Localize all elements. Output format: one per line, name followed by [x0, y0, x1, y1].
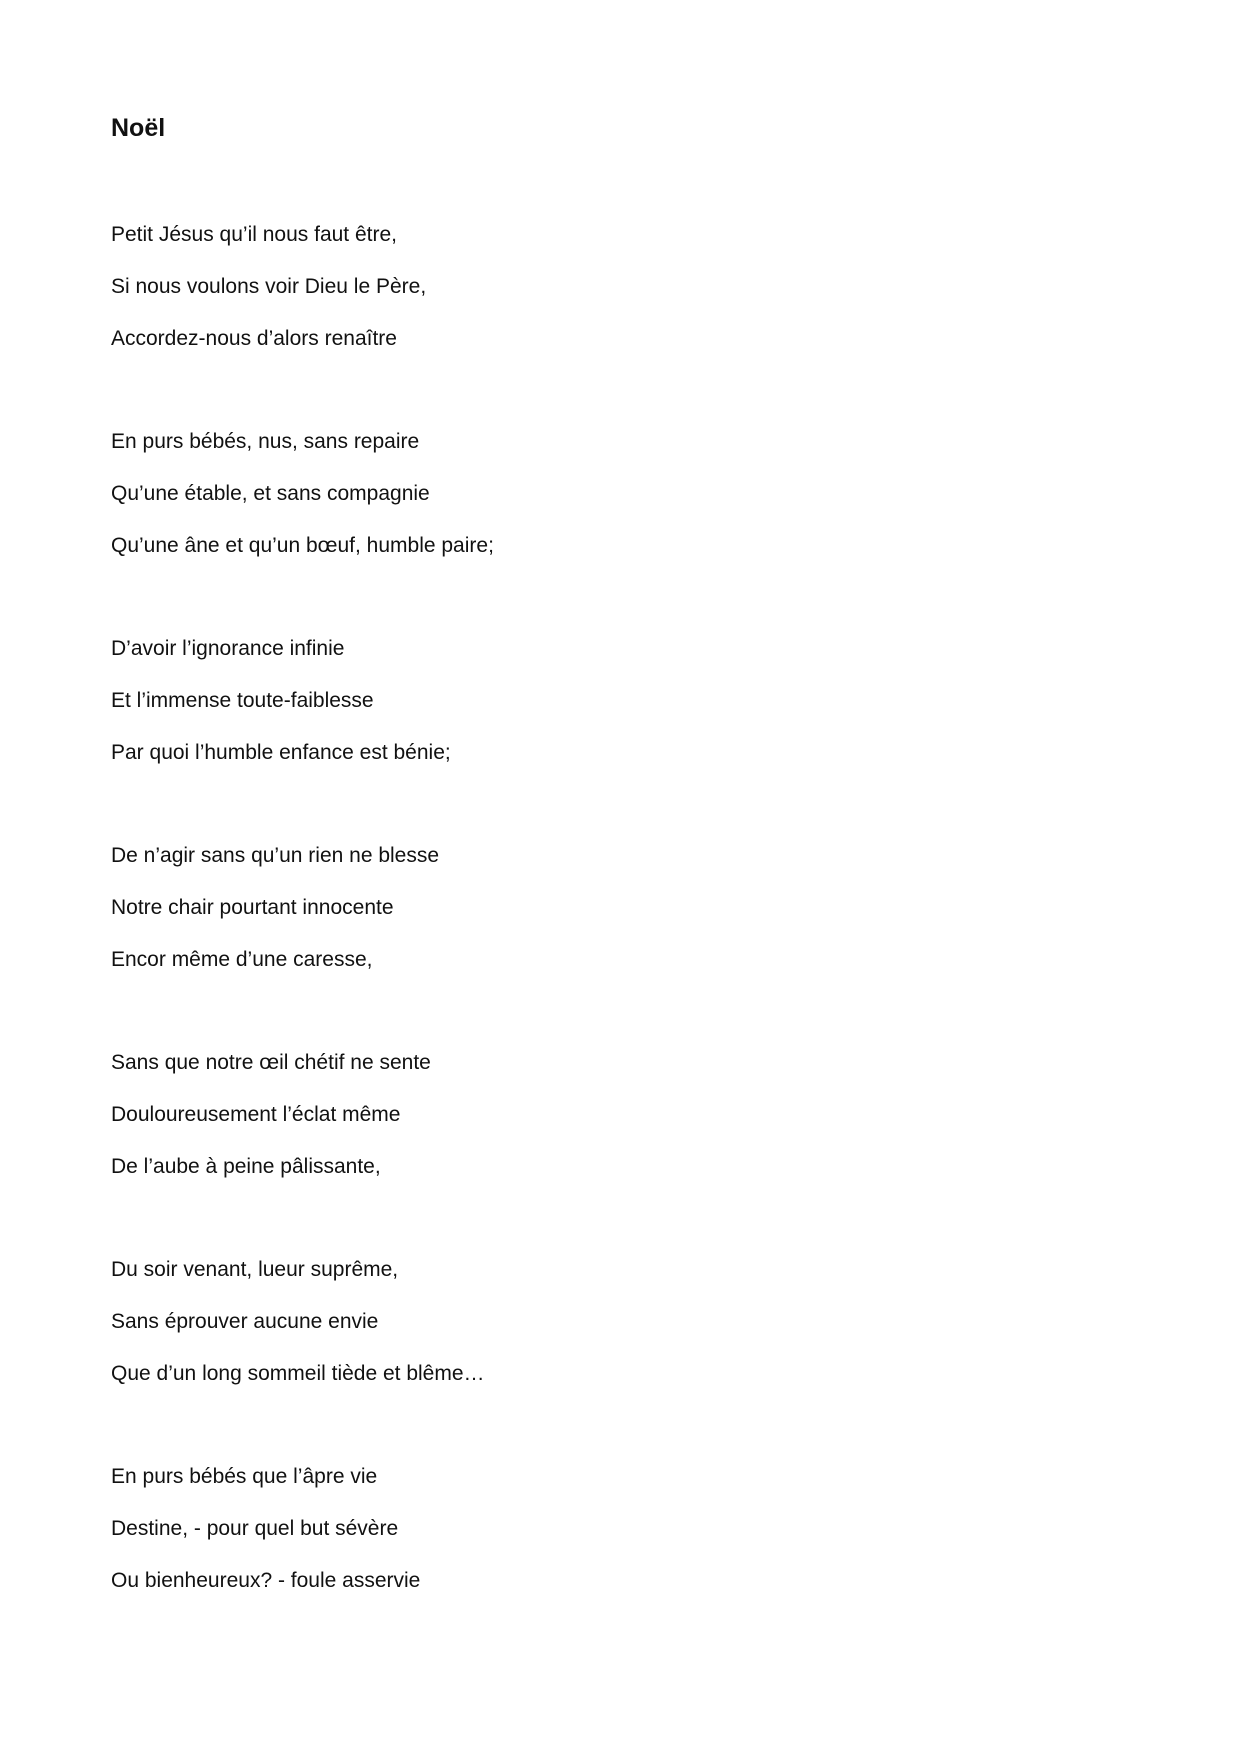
poem-line: Du soir venant, lueur suprême,: [111, 1258, 399, 1281]
stanza-3: [111, 636, 451, 766]
poem-line: Qu’une étable, et sans compagnie: [111, 482, 430, 505]
poem-line: Sans que notre œil chétif ne sente: [111, 1051, 431, 1074]
stanza-4: [111, 843, 439, 973]
poem-line: Accordez-nous d’alors renaître: [111, 327, 397, 350]
poem-title: Noël: [111, 114, 166, 142]
stanza-1: [111, 222, 426, 352]
poem-line: Destine, - pour quel but sévère: [111, 1517, 399, 1540]
poem-line: En purs bébés, nus, sans repaire: [111, 430, 420, 453]
poem-line: Douloureusement l’éclat même: [111, 1103, 401, 1126]
poem-line: Encor même d’une caresse,: [111, 948, 373, 971]
stanza-6: [111, 1257, 485, 1387]
poem-line: Si nous voulons voir Dieu le Père,: [111, 275, 427, 298]
stanza-5: [111, 1050, 431, 1180]
poem-line: Par quoi l’humble enfance est bénie;: [111, 741, 451, 764]
poem-line: Que d’un long sommeil tiède et blême…: [111, 1362, 485, 1385]
poem-line: Ou bienheureux? - foule asservie: [111, 1569, 421, 1592]
poem-line: Qu’une âne et qu’un bœuf, humble paire;: [111, 534, 494, 557]
stanza-2: [111, 429, 494, 559]
poem-line: Et l’immense toute-faiblesse: [111, 689, 374, 712]
poem-line: Notre chair pourtant innocente: [111, 896, 394, 919]
stanza-7: [111, 1464, 420, 1594]
poem-line: De l’aube à peine pâlissante,: [111, 1155, 381, 1178]
poem-line: D’avoir l’ignorance infinie: [111, 637, 345, 660]
poem-line: De n’agir sans qu’un rien ne blesse: [111, 844, 440, 867]
poem-line: Petit Jésus qu’il nous faut être,: [111, 223, 397, 246]
poem-line: En purs bébés que l’âpre vie: [111, 1465, 378, 1488]
poem-line: Sans éprouver aucune envie: [111, 1310, 379, 1333]
